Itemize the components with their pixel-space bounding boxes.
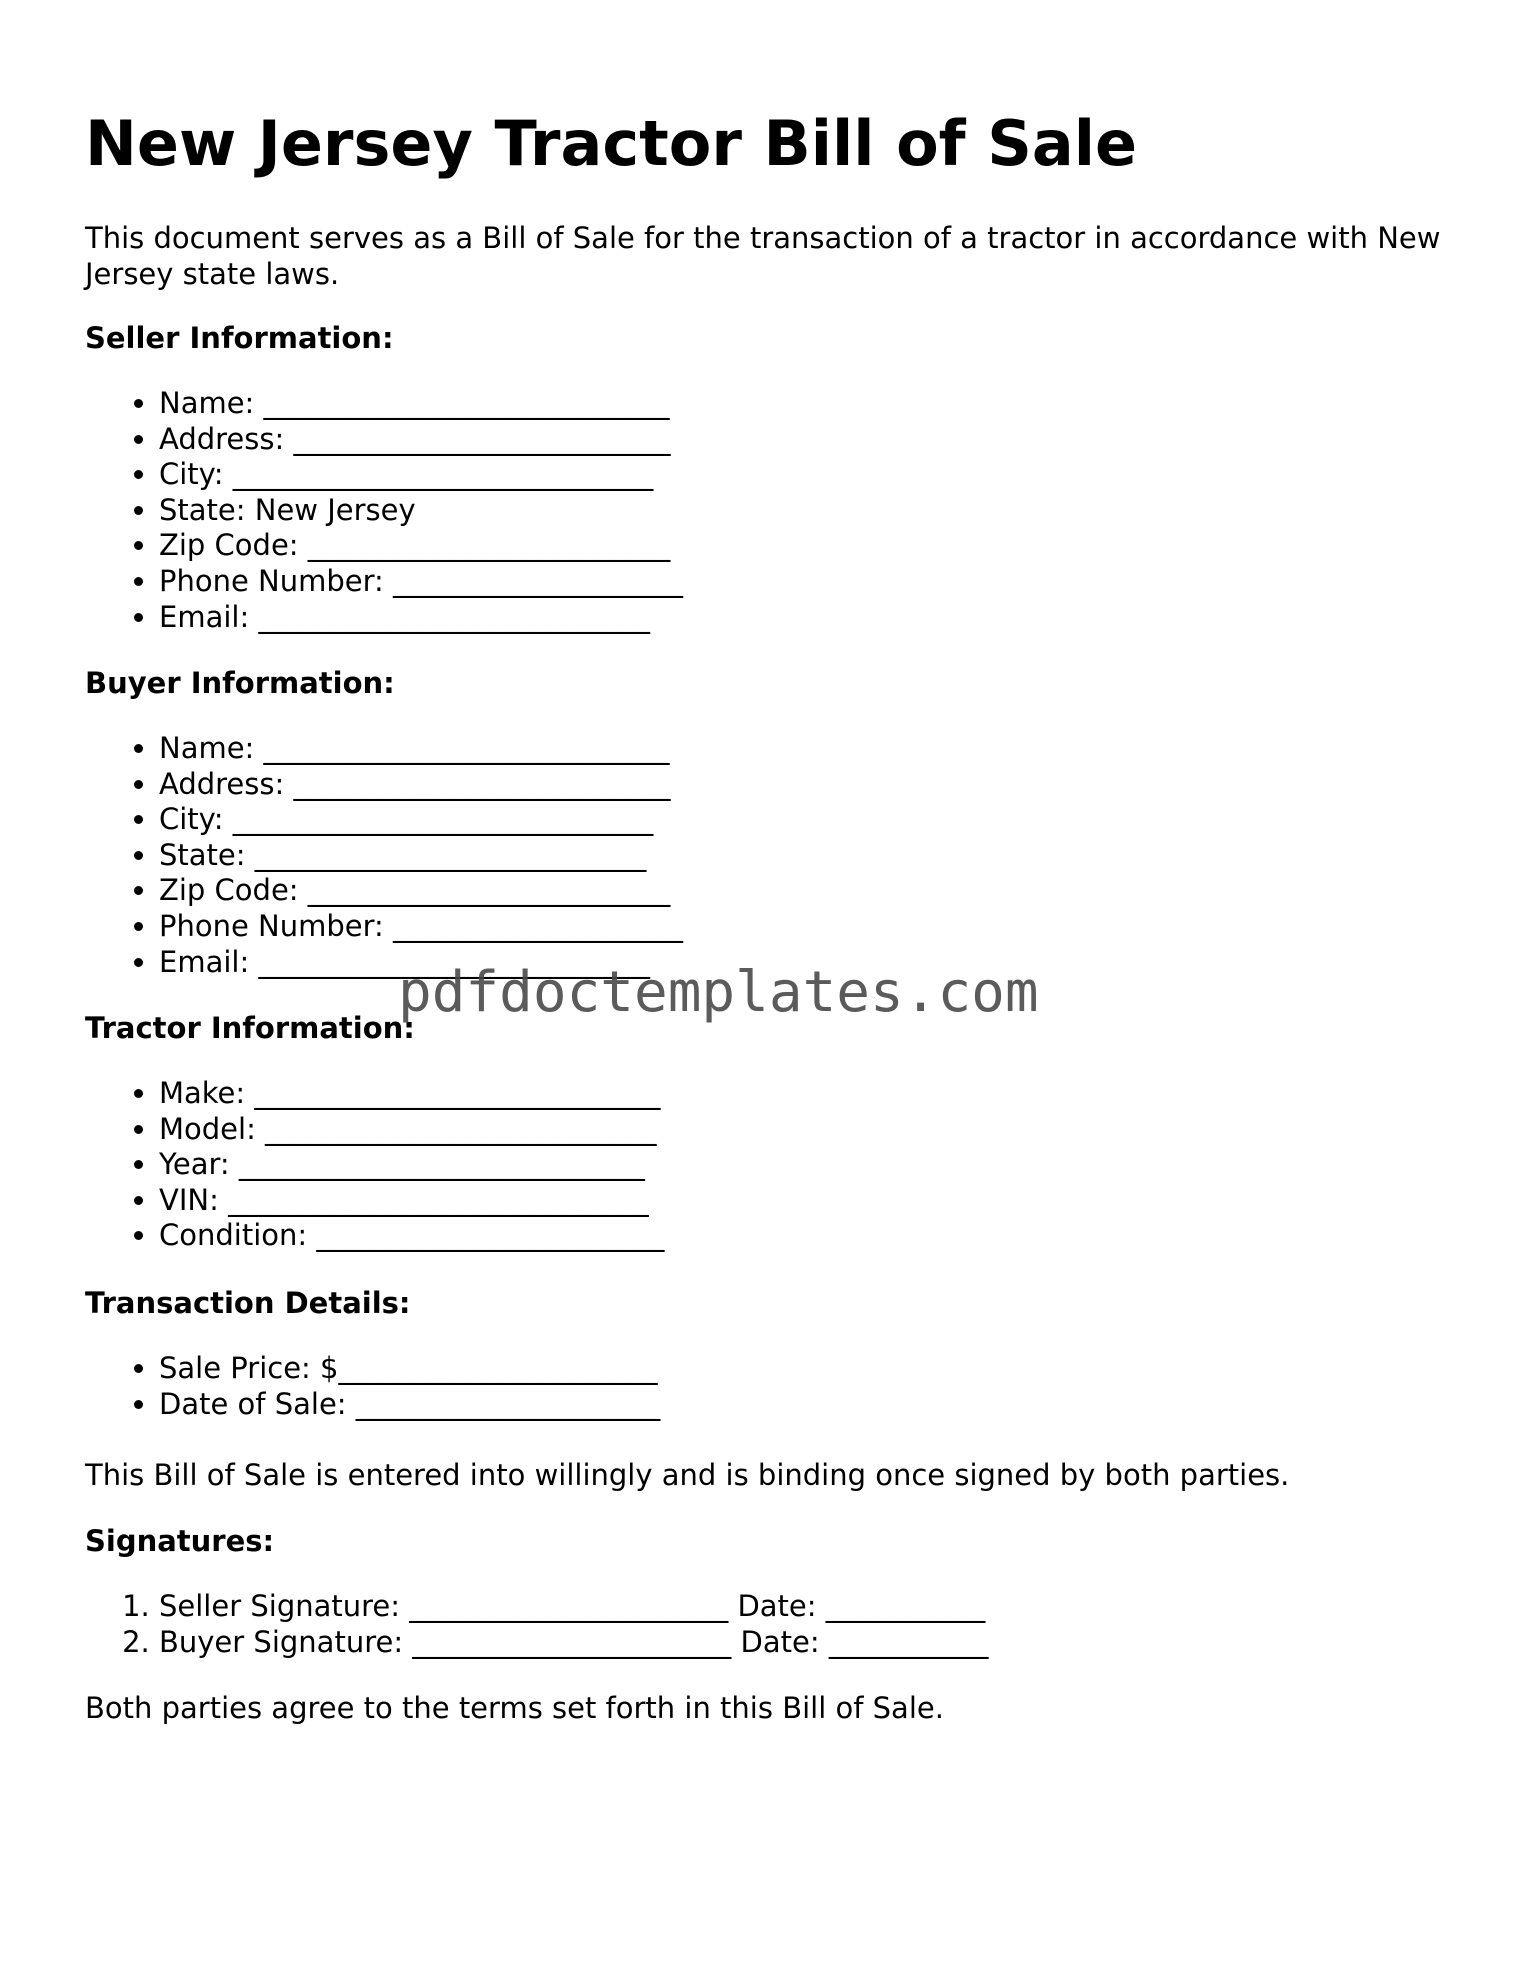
seller-signature-line: 1. Seller Signature: ______________________ Date: ___________ — [159, 1589, 988, 1625]
tractor-year-field: • Year: ____________________________ — [159, 1147, 664, 1183]
tractor-model-field: • Model: ___________________________ — [159, 1112, 664, 1148]
seller-list — [85, 386, 683, 635]
seller-state-field: • State: New Jersey — [159, 493, 683, 529]
tractor-vin-field: • VIN: _____________________________ — [159, 1183, 664, 1219]
seller-email-field: • Email: ___________________________ — [159, 600, 683, 636]
page-title: New Jersey Tractor Bill of Sale — [85, 107, 1138, 180]
buyer-phone-field: • Phone Number: ____________________ — [159, 909, 683, 945]
tractor-condition-field: • Condition: ________________________ — [159, 1218, 664, 1254]
watermark-text: pdfdoctemplates.com — [398, 960, 1039, 1025]
seller-name-field: • Name: ____________________________ — [159, 386, 683, 422]
buyer-signature-line: 2. Buyer Signature: ______________________ Date: ___________ — [159, 1625, 988, 1661]
seller-heading: Seller Information: — [85, 321, 394, 355]
binding-statement: This Bill of Sale is entered into willingly and is binding once signed by both parties. — [85, 1458, 1290, 1492]
closing-statement: Both parties agree to the terms set forth in this Bill of Sale. — [85, 1691, 944, 1725]
seller-address-field: • Address: __________________________ — [159, 422, 683, 458]
seller-phone-field: • Phone Number: ____________________ — [159, 564, 683, 600]
buyer-heading: Buyer Information: — [85, 666, 395, 700]
seller-city-field: • City: _____________________________ — [159, 457, 683, 493]
buyer-city-field: • City: _____________________________ — [159, 802, 683, 838]
buyer-zip-field: • Zip Code: _________________________ — [159, 873, 683, 909]
tractor-list — [85, 1076, 664, 1254]
intro-paragraph: This document serves as a Bill of Sale for the transaction of a tractor in accordance with New Jersey state laws. — [85, 221, 1441, 291]
transaction-heading: Transaction Details: — [85, 1286, 411, 1320]
buyer-address-field: • Address: __________________________ — [159, 767, 683, 803]
tractor-make-field: • Make: ____________________________ — [159, 1076, 664, 1112]
seller-zip-field: • Zip Code: _________________________ — [159, 528, 683, 564]
buyer-email-field: • Email: ___________________________ — [159, 945, 683, 981]
transaction-list — [85, 1351, 660, 1422]
buyer-name-field: • Name: ____________________________ — [159, 731, 683, 767]
sale-date-field: • Date of Sale: _____________________ — [159, 1387, 660, 1423]
buyer-list — [85, 731, 683, 980]
tractor-heading: Tractor Information: — [85, 1011, 415, 1045]
signatures-heading: Signatures: — [85, 1524, 275, 1558]
sale-price-field: • Sale Price: $______________________ — [159, 1351, 660, 1387]
signatures-list — [85, 1589, 988, 1660]
buyer-state-field: • State: ___________________________ — [159, 838, 683, 874]
